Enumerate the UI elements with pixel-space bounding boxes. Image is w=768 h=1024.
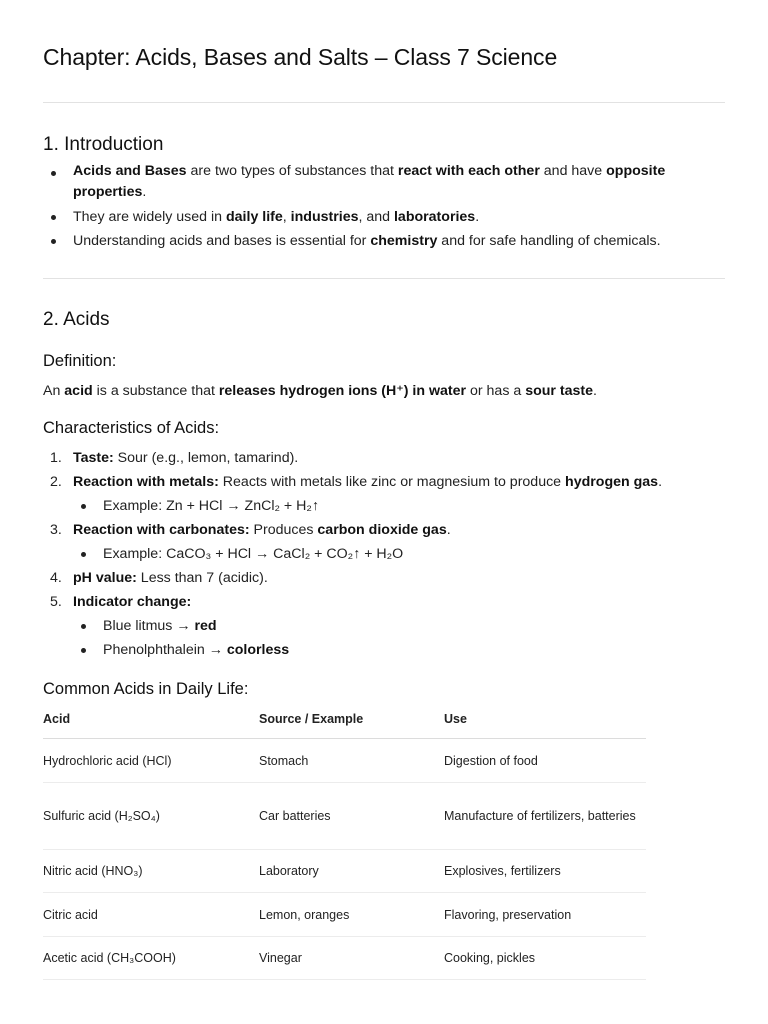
list-number: 5. <box>50 594 62 610</box>
list-item <box>43 229 725 253</box>
table-cell: Acetic acid (CH₃COOH) <box>43 937 259 980</box>
table-cell: Vinegar <box>259 937 444 980</box>
text: Less than 7 (acidic). <box>136 570 268 586</box>
text: . <box>446 522 451 538</box>
text: Blue litmus → <box>103 618 195 634</box>
text: Understanding acids and bases is essential for <box>73 233 371 249</box>
table-row <box>43 783 646 850</box>
text: Reacts with metals like zinc or magnesium to produce <box>218 474 566 490</box>
table-cell: Manufacture of fertilizers, batteries <box>444 783 646 850</box>
text: . <box>475 209 480 225</box>
text: . <box>142 184 147 200</box>
strong-text: hydrogen gas <box>565 474 659 490</box>
text: or has a <box>466 383 526 399</box>
table-cell: Nitric acid (HNO₃) <box>43 850 259 893</box>
strong-text: releases hydrogen ions (H⁺) in water <box>218 383 467 399</box>
strong-text: Acids and Bases <box>73 163 187 179</box>
text: . <box>658 474 663 490</box>
sub-list-item <box>73 638 725 662</box>
strong-text: chemistry <box>370 233 438 249</box>
text: , and <box>358 209 394 225</box>
strong-text: react with each other <box>397 163 540 179</box>
definition-heading: Definition: <box>43 352 117 370</box>
list-item <box>43 470 725 518</box>
list-item <box>43 161 725 203</box>
strong-text: Indicator change: <box>73 594 192 610</box>
table-row <box>43 937 646 980</box>
characteristics-heading: Characteristics of Acids: <box>43 419 220 437</box>
characteristics-block <box>43 446 725 662</box>
table-cell: Citric acid <box>43 893 259 937</box>
list-number: 4. <box>50 570 62 586</box>
table-cell: Flavoring, preservation <box>444 893 646 937</box>
text: They are widely used in <box>73 209 226 225</box>
introduction-list-block <box>43 161 725 253</box>
list-number: 1. <box>50 450 62 466</box>
table-cell: Hydrochloric acid (HCl) <box>43 739 259 783</box>
table-cell: Cooking, pickles <box>444 937 646 980</box>
table-cell: Digestion of food <box>444 739 646 783</box>
text: , <box>282 209 291 225</box>
common-acids-heading: Common Acids in Daily Life: <box>43 680 249 698</box>
table-header-row <box>43 712 646 739</box>
list-number: 2. <box>50 474 62 490</box>
text: is a substance that <box>92 383 219 399</box>
text: Phenolphthalein → <box>103 642 227 658</box>
strong-text: Reaction with carbonates: <box>73 522 250 538</box>
strong-text: sour taste <box>525 383 594 399</box>
text: . <box>593 383 597 399</box>
list-item <box>43 446 725 470</box>
common-acids-table <box>43 712 646 980</box>
strong-text: industries <box>290 209 359 225</box>
text: and for safe handling of chemicals. <box>437 233 661 249</box>
list-item <box>43 566 725 590</box>
strong-text: colorless <box>226 642 290 658</box>
divider <box>43 102 725 103</box>
text: and have <box>539 163 607 179</box>
text: Sour (e.g., lemon, tamarind). <box>113 450 299 466</box>
section-heading-introduction: 1. Introduction <box>43 134 164 155</box>
table-cell: Explosives, fertilizers <box>444 850 646 893</box>
list-item <box>43 518 725 566</box>
sub-list-item <box>73 614 725 638</box>
strong-text: daily life <box>226 209 283 225</box>
definition-text <box>43 379 725 403</box>
table-cell: Laboratory <box>259 850 444 893</box>
table-cell: Sulfuric acid (H₂SO₄) <box>43 783 259 850</box>
introduction-list <box>43 161 725 253</box>
strong-text: acid <box>64 383 93 399</box>
strong-text: carbon dioxide gas <box>317 522 447 538</box>
sub-list <box>73 542 725 566</box>
page-title: Chapter: Acids, Bases and Salts – Class 7 Science <box>43 44 558 70</box>
table-row <box>43 893 646 937</box>
sub-list-item: Example: CaCO₃ + HCl → CaCl₂ + CO₂↑ + H₂O <box>73 542 725 566</box>
table-row <box>43 739 646 783</box>
characteristics-list <box>43 446 725 662</box>
section-heading-acids: 2. Acids <box>43 309 110 330</box>
table-row <box>43 850 646 893</box>
table-cell: Car batteries <box>259 783 444 850</box>
strong-text: Taste: <box>73 450 114 466</box>
strong-text: red <box>194 618 217 634</box>
column-header-source: Source / Example <box>259 712 444 739</box>
list-number: 3. <box>50 522 62 538</box>
divider <box>43 278 725 279</box>
table-cell: Stomach <box>259 739 444 783</box>
sub-list <box>73 614 725 662</box>
text: Produces <box>249 522 318 538</box>
text: An <box>43 383 65 399</box>
table-cell: Lemon, oranges <box>259 893 444 937</box>
list-item <box>43 590 725 662</box>
strong-text: pH value: <box>73 570 137 586</box>
strong-text: Reaction with metals: <box>73 474 219 490</box>
text: are two types of substances that <box>186 163 398 179</box>
sub-list-item: Example: Zn + HCl → ZnCl₂ + H₂↑ <box>73 494 725 518</box>
strong-text: opposite properties <box>73 163 666 200</box>
column-header-acid: Acid <box>43 712 259 739</box>
strong-text: laboratories <box>393 209 476 225</box>
sub-list <box>73 494 725 518</box>
column-header-use: Use <box>444 712 646 739</box>
list-item <box>43 205 725 229</box>
